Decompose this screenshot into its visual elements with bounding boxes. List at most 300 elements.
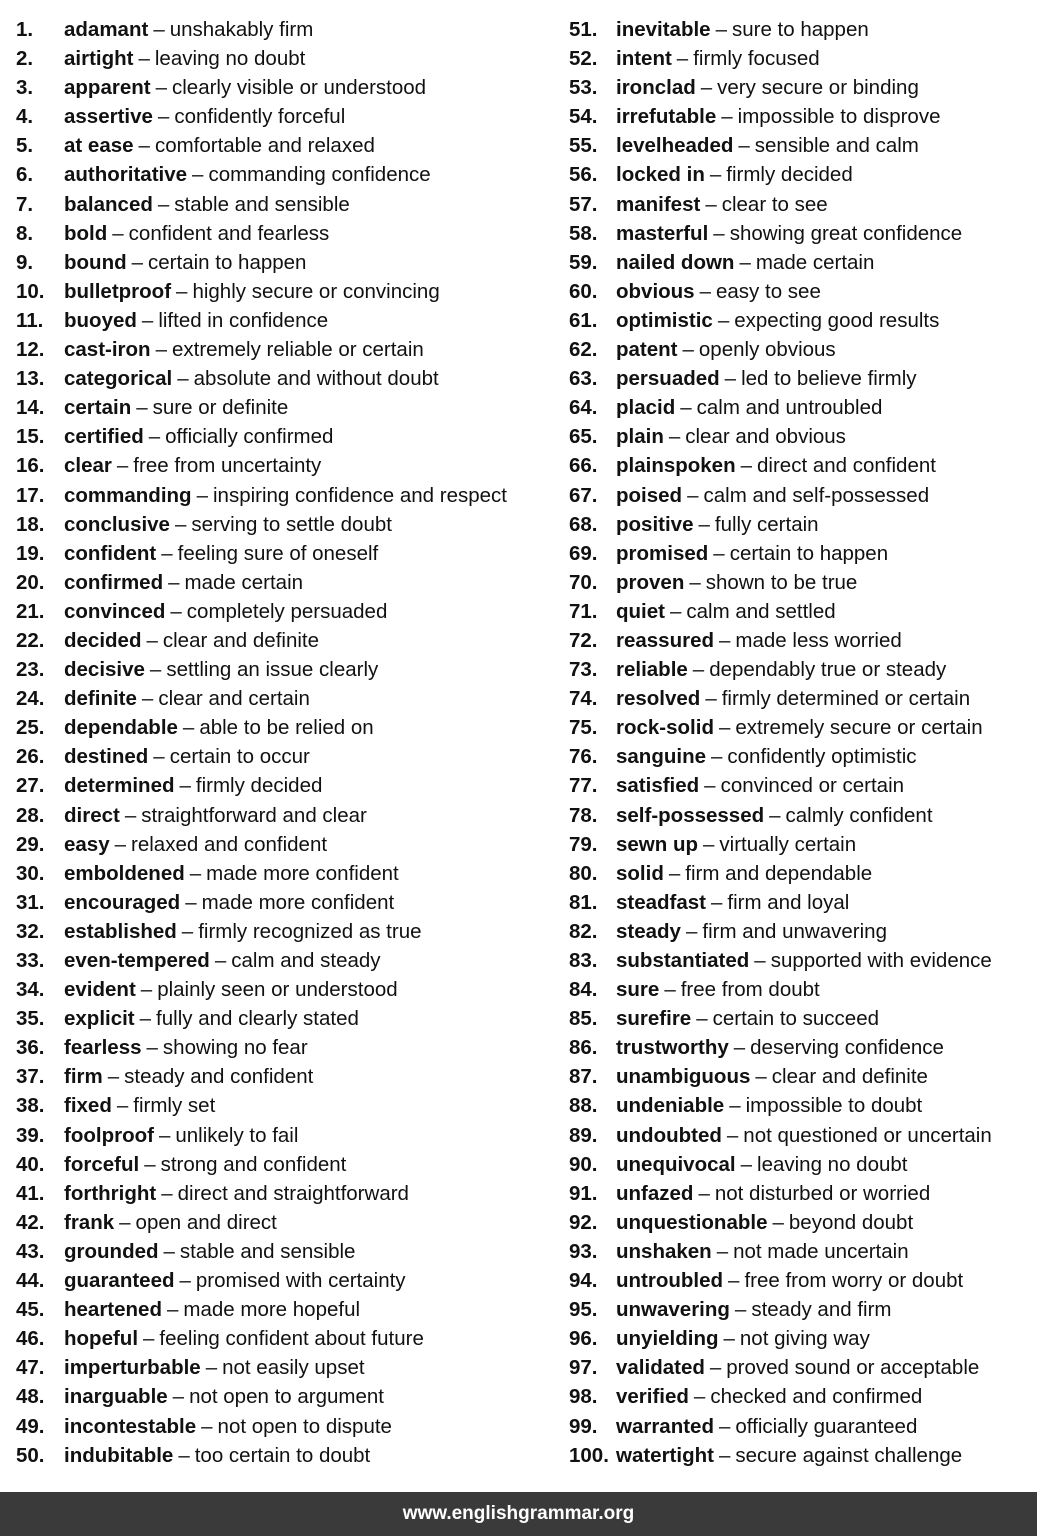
item-separator: – xyxy=(201,1414,213,1438)
item-number: 53. xyxy=(569,76,598,100)
item-separator: – xyxy=(723,1327,735,1351)
item-number: 43. xyxy=(16,1239,45,1263)
item-number: 37. xyxy=(16,1065,45,1089)
item-word: levelheaded xyxy=(616,134,734,158)
item-definition: extremely reliable or certain xyxy=(171,338,424,362)
item-word: plain xyxy=(616,425,664,449)
item-separator: – xyxy=(668,861,681,885)
item-definition: able to be relied on xyxy=(199,716,374,740)
item-definition: very secure or binding xyxy=(717,76,919,100)
list-item xyxy=(16,1179,556,1208)
list-item xyxy=(16,917,556,946)
list-item xyxy=(16,510,556,539)
item-definition: easy to see xyxy=(716,279,821,303)
item-definition: open and direct xyxy=(135,1210,277,1234)
item-number: 71. xyxy=(569,599,598,623)
list-item xyxy=(16,393,556,422)
item-definition: firmly recognized as true xyxy=(198,919,422,943)
item-word: assertive xyxy=(64,105,153,129)
item-word: satisfied xyxy=(616,774,700,798)
item-word: adamant xyxy=(64,18,149,41)
item-definition: certain to succeed xyxy=(712,1007,879,1031)
list-item xyxy=(569,422,1031,451)
item-number: 33. xyxy=(16,949,45,972)
item-separator: – xyxy=(689,570,701,594)
item-word: clear xyxy=(64,454,112,478)
item-word: surefire xyxy=(616,1007,692,1031)
item-word: direct xyxy=(64,803,120,827)
item-word: foolproof xyxy=(64,1123,154,1147)
item-separator: – xyxy=(740,454,753,478)
item-number: 91. xyxy=(569,1181,598,1205)
list-item xyxy=(16,102,556,131)
item-number: 2. xyxy=(16,47,34,71)
item-definition: inspiring confidence and respect xyxy=(212,483,508,507)
item-number: 42. xyxy=(16,1210,45,1234)
item-word: inarguable xyxy=(64,1385,168,1409)
item-definition: certain to occur xyxy=(169,745,310,769)
item-definition: showing great confidence xyxy=(729,221,963,245)
list-item xyxy=(16,1353,556,1382)
item-number: 46. xyxy=(16,1327,45,1351)
item-separator: – xyxy=(718,1414,731,1438)
item-definition: plainly seen or understood xyxy=(157,978,398,1002)
item-definition: sure or definite xyxy=(152,396,289,420)
list-item xyxy=(569,626,1031,655)
item-definition: firm and dependable xyxy=(685,861,873,885)
item-definition: firmly focused xyxy=(693,47,820,71)
item-number: 15. xyxy=(16,425,45,449)
item-number: 39. xyxy=(16,1123,45,1147)
item-number: 49. xyxy=(16,1414,45,1438)
item-number: 88. xyxy=(569,1094,598,1118)
item-word: promised xyxy=(616,541,709,565)
item-number: 75. xyxy=(569,716,598,740)
list-item xyxy=(569,44,1031,73)
item-definition: promised with certainty xyxy=(195,1269,406,1293)
item-definition: steady and confident xyxy=(124,1065,314,1089)
list-item xyxy=(569,655,1031,684)
item-number: 70. xyxy=(569,570,598,594)
item-number: 31. xyxy=(16,890,45,914)
item-word: patent xyxy=(616,338,678,362)
list-item xyxy=(16,539,556,568)
list-item xyxy=(569,190,1031,219)
item-separator: – xyxy=(116,454,129,478)
item-definition: secure against challenge xyxy=(735,1443,963,1467)
item-definition: free from uncertainty xyxy=(133,454,322,478)
item-definition: feeling sure of oneself xyxy=(177,541,379,565)
item-separator: – xyxy=(685,919,698,943)
item-word: confirmed xyxy=(64,570,164,594)
list-item xyxy=(16,481,556,510)
list-item xyxy=(16,1237,556,1266)
item-separator: – xyxy=(153,745,165,769)
list-item xyxy=(569,539,1031,568)
item-number: 19. xyxy=(16,541,45,565)
item-word: cast-iron xyxy=(64,338,151,362)
item-number: 51. xyxy=(569,18,598,41)
item-definition: impossible to disprove xyxy=(737,105,941,129)
item-definition: clear and definite xyxy=(771,1065,928,1089)
item-word: definite xyxy=(64,687,137,711)
item-separator: – xyxy=(693,1385,706,1409)
item-word: airtight xyxy=(64,47,134,71)
list-item xyxy=(16,655,556,684)
item-word: even-tempered xyxy=(64,949,210,972)
item-word: unshaken xyxy=(616,1239,712,1263)
item-definition: made more confident xyxy=(206,861,399,885)
item-number: 93. xyxy=(569,1239,598,1263)
item-word: bulletproof xyxy=(64,279,172,303)
item-separator: – xyxy=(739,250,751,274)
item-word: certain xyxy=(64,396,132,420)
item-word: balanced xyxy=(64,192,153,216)
item-number: 69. xyxy=(569,541,598,565)
item-definition: firm and loyal xyxy=(727,890,850,914)
list-item xyxy=(16,306,556,335)
item-number: 72. xyxy=(569,628,598,652)
list-item xyxy=(569,1091,1031,1120)
item-number: 7. xyxy=(16,192,34,216)
item-number: 38. xyxy=(16,1094,45,1118)
item-word: unequivocal xyxy=(616,1152,736,1176)
item-number: 80. xyxy=(569,861,598,885)
item-word: categorical xyxy=(64,367,173,391)
item-number: 32. xyxy=(16,919,45,943)
item-separator: – xyxy=(664,978,676,1002)
item-word: established xyxy=(64,919,177,943)
item-number: 17. xyxy=(16,483,45,507)
item-word: trustworthy xyxy=(616,1036,729,1060)
item-separator: – xyxy=(141,308,154,332)
item-separator: – xyxy=(703,832,715,856)
item-separator: – xyxy=(146,1036,158,1060)
list-item xyxy=(16,364,556,393)
item-number: 64. xyxy=(569,396,598,420)
item-word: steadfast xyxy=(616,890,707,914)
list-item xyxy=(16,131,556,160)
item-number: 54. xyxy=(569,105,598,129)
item-definition: proved sound or acceptable xyxy=(726,1356,980,1380)
item-number: 78. xyxy=(569,803,598,827)
item-definition: sure to happen xyxy=(731,18,869,41)
item-definition: confidently forceful xyxy=(174,105,346,129)
item-definition: calm and settled xyxy=(686,599,836,623)
item-word: fixed xyxy=(64,1094,112,1118)
item-separator: – xyxy=(713,221,725,245)
item-separator: – xyxy=(155,338,167,362)
item-separator: – xyxy=(700,76,713,100)
list-item xyxy=(16,1091,556,1120)
item-definition: leaving no doubt xyxy=(757,1152,908,1176)
list-item xyxy=(16,1412,556,1441)
item-definition: shown to be true xyxy=(705,570,858,594)
item-number: 8. xyxy=(16,221,34,245)
item-separator: – xyxy=(141,687,154,711)
item-separator: – xyxy=(107,1065,120,1089)
item-word: decided xyxy=(64,628,142,652)
item-separator: – xyxy=(140,978,153,1002)
item-word: decisive xyxy=(64,658,145,682)
list-item xyxy=(569,1121,1031,1150)
item-word: firm xyxy=(64,1065,103,1089)
item-definition: officially confirmed xyxy=(165,425,334,449)
list-item xyxy=(569,801,1031,830)
list-item xyxy=(16,684,556,713)
item-definition: steady and firm xyxy=(751,1298,892,1322)
item-definition: unshakably firm xyxy=(169,18,314,41)
item-separator: – xyxy=(205,1356,218,1380)
item-definition: settling an issue clearly xyxy=(166,658,379,682)
list-item xyxy=(16,1121,556,1150)
item-separator: – xyxy=(705,687,717,711)
item-separator: – xyxy=(138,47,150,71)
item-separator: – xyxy=(192,163,204,187)
list-item xyxy=(569,1004,1031,1033)
list-item xyxy=(16,888,556,917)
item-word: guaranteed xyxy=(64,1269,175,1293)
item-word: steady xyxy=(616,919,681,943)
item-number: 20. xyxy=(16,570,45,594)
item-definition: absolute and without doubt xyxy=(193,367,439,391)
item-word: at ease xyxy=(64,134,134,158)
item-word: bold xyxy=(64,221,108,245)
item-word: convinced xyxy=(64,599,166,623)
list-item xyxy=(16,742,556,771)
item-word: reliable xyxy=(616,658,688,682)
item-word: indubitable xyxy=(64,1443,174,1467)
list-item xyxy=(569,1295,1031,1324)
list-item xyxy=(569,248,1031,277)
item-number: 24. xyxy=(16,687,45,711)
item-word: self-possessed xyxy=(616,803,765,827)
item-number: 16. xyxy=(16,454,45,478)
item-separator: – xyxy=(698,1181,710,1205)
item-word: ironclad xyxy=(616,76,696,100)
list-item xyxy=(16,190,556,219)
item-definition: lifted in confidence xyxy=(158,308,329,332)
item-separator: – xyxy=(680,396,692,420)
item-separator: – xyxy=(131,250,144,274)
list-item xyxy=(569,1208,1031,1237)
list-item xyxy=(569,1353,1031,1382)
item-word: locked in xyxy=(616,163,705,187)
item-separator: – xyxy=(138,134,150,158)
item-number: 22. xyxy=(16,628,45,652)
item-number: 60. xyxy=(569,279,598,303)
item-separator: – xyxy=(157,192,170,216)
item-definition: serving to settle doubt xyxy=(191,512,392,536)
item-separator: – xyxy=(772,1210,784,1234)
item-definition: fully and clearly stated xyxy=(156,1007,359,1031)
list-item xyxy=(16,1208,556,1237)
item-separator: – xyxy=(182,716,195,740)
item-separator: – xyxy=(170,599,182,623)
item-separator: – xyxy=(729,1094,741,1118)
item-definition: officially guaranteed xyxy=(735,1414,918,1438)
item-definition: made certain xyxy=(184,570,304,594)
item-word: optimistic xyxy=(616,308,713,332)
item-number: 73. xyxy=(569,658,598,682)
item-word: destined xyxy=(64,745,149,769)
item-separator: – xyxy=(724,367,737,391)
item-number: 74. xyxy=(569,687,598,711)
item-word: persuaded xyxy=(616,367,720,391)
list-item xyxy=(16,44,556,73)
item-number: 90. xyxy=(569,1152,598,1176)
list-item xyxy=(569,131,1031,160)
list-item xyxy=(569,742,1031,771)
item-definition: led to believe firmly xyxy=(741,367,917,391)
list-item xyxy=(16,713,556,742)
footer-banner xyxy=(0,1492,1037,1536)
item-number: 4. xyxy=(16,105,34,129)
item-number: 50. xyxy=(16,1443,45,1467)
item-word: explicit xyxy=(64,1007,135,1031)
item-definition: calm and untroubled xyxy=(696,396,883,420)
item-number: 6. xyxy=(16,163,34,187)
item-number: 41. xyxy=(16,1181,45,1205)
item-definition: extremely secure or certain xyxy=(735,716,983,740)
item-separator: – xyxy=(692,658,705,682)
item-separator: – xyxy=(711,745,723,769)
item-number: 21. xyxy=(16,599,45,623)
item-definition: completely persuaded xyxy=(186,599,388,623)
list-item xyxy=(16,1004,556,1033)
item-word: incontestable xyxy=(64,1414,197,1438)
item-separator: – xyxy=(721,105,733,129)
item-definition: feeling confident about future xyxy=(159,1327,424,1351)
left-column-list xyxy=(16,15,556,1470)
item-separator: – xyxy=(168,570,180,594)
item-word: irrefutable xyxy=(616,105,717,129)
item-word: reassured xyxy=(616,628,715,652)
item-number: 18. xyxy=(16,512,45,536)
list-item xyxy=(569,364,1031,393)
item-definition: not questioned or uncertain xyxy=(743,1123,992,1147)
item-number: 48. xyxy=(16,1385,45,1409)
item-definition: relaxed and confident xyxy=(131,832,328,856)
item-word: sewn up xyxy=(616,832,699,856)
item-word: easy xyxy=(64,832,110,856)
list-item xyxy=(569,597,1031,626)
item-word: plainspoken xyxy=(616,454,736,478)
item-separator: – xyxy=(705,192,717,216)
list-item xyxy=(16,1150,556,1179)
item-separator: – xyxy=(668,425,681,449)
item-separator: – xyxy=(713,541,725,565)
item-separator: – xyxy=(726,1123,739,1147)
list-item xyxy=(16,1382,556,1411)
item-word: unwavering xyxy=(616,1298,730,1322)
item-word: masterful xyxy=(616,221,709,245)
item-separator: – xyxy=(189,861,202,885)
item-number: 87. xyxy=(569,1065,598,1089)
item-separator: – xyxy=(754,949,766,972)
item-word: proven xyxy=(616,570,685,594)
item-separator: – xyxy=(176,279,188,303)
item-word: solid xyxy=(616,861,664,885)
item-separator: – xyxy=(687,483,699,507)
item-definition: deserving confidence xyxy=(750,1036,944,1060)
item-number: 52. xyxy=(569,47,598,71)
item-definition: made less worried xyxy=(735,628,902,652)
item-definition: sensible and calm xyxy=(754,134,919,158)
item-separator: – xyxy=(163,1239,175,1263)
list-item xyxy=(569,1324,1031,1353)
item-definition: checked and confirmed xyxy=(710,1385,923,1409)
list-item xyxy=(16,771,556,800)
item-number: 23. xyxy=(16,658,45,682)
item-number: 55. xyxy=(569,134,598,158)
item-separator: – xyxy=(718,1443,731,1467)
item-definition: stable and sensible xyxy=(174,192,350,216)
item-word: positive xyxy=(616,512,694,536)
item-definition: impossible to doubt xyxy=(745,1094,923,1118)
item-word: fearless xyxy=(64,1036,142,1060)
item-definition: made certain xyxy=(755,250,875,274)
item-number: 45. xyxy=(16,1298,45,1322)
item-separator: – xyxy=(728,1269,740,1293)
item-separator: – xyxy=(157,105,170,129)
item-definition: direct and straightforward xyxy=(177,1181,409,1205)
item-definition: firmly decided xyxy=(726,163,853,187)
list-item xyxy=(569,160,1031,189)
item-separator: – xyxy=(682,338,694,362)
item-word: unquestionable xyxy=(616,1210,768,1234)
item-definition: straightforward and clear xyxy=(141,803,367,827)
item-number: 81. xyxy=(569,890,598,914)
list-item xyxy=(569,481,1031,510)
item-word: grounded xyxy=(64,1239,159,1263)
list-item xyxy=(16,248,556,277)
item-word: poised xyxy=(616,483,683,507)
item-definition: clear to see xyxy=(721,192,828,216)
item-number: 34. xyxy=(16,978,45,1002)
list-item xyxy=(16,15,556,44)
item-separator: – xyxy=(148,425,161,449)
item-word: emboldened xyxy=(64,861,185,885)
item-number: 3. xyxy=(16,76,34,100)
item-word: imperturbable xyxy=(64,1356,201,1380)
item-separator: – xyxy=(116,1094,129,1118)
item-separator: – xyxy=(709,163,722,187)
item-word: undoubted xyxy=(616,1123,722,1147)
item-definition: firmly decided xyxy=(195,774,323,798)
item-definition: supported with evidence xyxy=(770,949,992,972)
item-number: 27. xyxy=(16,774,45,798)
list-item xyxy=(569,393,1031,422)
item-word: certified xyxy=(64,425,144,449)
item-separator: – xyxy=(717,308,730,332)
list-item xyxy=(569,306,1031,335)
item-number: 11. xyxy=(16,308,44,332)
item-word: unambiguous xyxy=(616,1065,751,1089)
item-number: 62. xyxy=(569,338,598,362)
item-number: 35. xyxy=(16,1007,45,1031)
item-separator: – xyxy=(144,1152,156,1176)
item-definition: confident and fearless xyxy=(128,221,330,245)
item-number: 13. xyxy=(16,367,45,391)
item-separator: – xyxy=(755,1065,767,1089)
item-word: untroubled xyxy=(616,1269,724,1293)
item-number: 76. xyxy=(569,745,598,769)
item-definition: virtually certain xyxy=(719,832,857,856)
item-separator: – xyxy=(161,1181,173,1205)
list-item xyxy=(569,1441,1031,1470)
item-definition: certain to happen xyxy=(148,250,307,274)
